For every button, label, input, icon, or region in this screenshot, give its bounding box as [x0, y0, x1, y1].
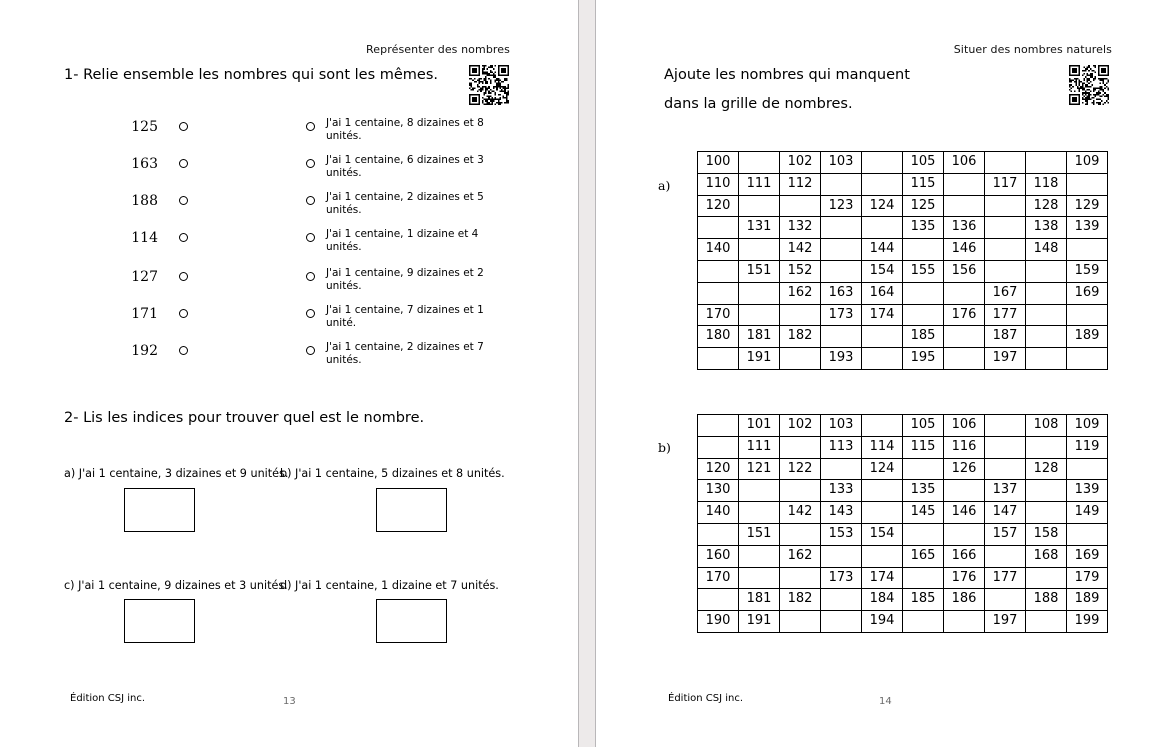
grid-cell-empty[interactable] — [944, 611, 985, 633]
grid-cell[interactable]: 115 — [903, 436, 944, 458]
match-row — [0, 228, 578, 264]
grid-cell[interactable]: 102 — [780, 152, 821, 174]
grid-row — [698, 436, 1108, 458]
grid-cell-empty[interactable] — [739, 152, 780, 174]
grid-cell-empty[interactable] — [985, 545, 1026, 567]
grid-cell-empty[interactable] — [862, 480, 903, 502]
match-description: J'ai 1 centaine, 8 dizaines et 8 unités. — [326, 117, 484, 142]
qr-code — [1069, 65, 1109, 105]
grid-cell[interactable]: 169 — [1067, 545, 1108, 567]
grid-cell[interactable]: 154 — [862, 260, 903, 282]
grid-cell-empty[interactable] — [903, 567, 944, 589]
grid-cell-empty[interactable] — [821, 239, 862, 261]
match-bullet-right[interactable] — [306, 346, 315, 355]
grid-cell[interactable]: 112 — [780, 173, 821, 195]
match-number: 125 — [131, 119, 158, 135]
grid-cell-empty[interactable] — [780, 480, 821, 502]
grid-cell[interactable]: 176 — [944, 567, 985, 589]
grid-row — [698, 173, 1108, 195]
grid-cell[interactable]: 120 — [698, 195, 739, 217]
grid-cell-empty[interactable] — [698, 282, 739, 304]
grid-cell[interactable]: 197 — [985, 348, 1026, 370]
grid-cell[interactable]: 124 — [862, 458, 903, 480]
grid-cell[interactable]: 173 — [821, 567, 862, 589]
grid-cell[interactable]: 151 — [739, 523, 780, 545]
grid-cell[interactable]: 187 — [985, 326, 1026, 348]
grid-cell[interactable]: 146 — [944, 239, 985, 261]
grid-row — [698, 589, 1108, 611]
instruction-line-1: Ajoute les nombres qui manquent — [664, 67, 910, 83]
grid-cell[interactable]: 177 — [985, 567, 1026, 589]
grid-cell-empty[interactable] — [1026, 567, 1067, 589]
grid-cell[interactable]: 193 — [821, 348, 862, 370]
grid-cell-empty[interactable] — [1026, 260, 1067, 282]
grid-cell-empty[interactable] — [698, 348, 739, 370]
instruction-line-2: dans la grille de nombres. — [664, 96, 853, 112]
grid-cell[interactable]: 180 — [698, 326, 739, 348]
grid-cell[interactable]: 135 — [903, 480, 944, 502]
grid-cell-empty[interactable] — [1067, 458, 1108, 480]
grid-cell-empty[interactable] — [739, 502, 780, 524]
grid-cell[interactable]: 121 — [739, 458, 780, 480]
grid-cell[interactable]: 105 — [903, 152, 944, 174]
grid-cell-empty[interactable] — [944, 480, 985, 502]
match-number: 127 — [131, 269, 158, 285]
grid-cell-empty[interactable] — [862, 152, 903, 174]
match-row — [0, 341, 578, 377]
grid-cell[interactable]: 128 — [1026, 458, 1067, 480]
grid-cell[interactable]: 136 — [944, 217, 985, 239]
grid-row — [698, 239, 1108, 261]
grid-b-label: b) — [658, 440, 671, 455]
grid-cell[interactable]: 197 — [985, 611, 1026, 633]
grid-cell[interactable]: 186 — [944, 589, 985, 611]
grid-row — [698, 152, 1108, 174]
match-bullet-left[interactable] — [179, 196, 188, 205]
grid-cell-empty[interactable] — [739, 304, 780, 326]
match-number: 114 — [131, 230, 158, 246]
grid-cell[interactable]: 159 — [1067, 260, 1108, 282]
match-bullet-right[interactable] — [306, 233, 315, 242]
grid-row — [698, 304, 1108, 326]
grid-row — [698, 260, 1108, 282]
grid-a-label: a) — [658, 178, 671, 193]
grid-cell-empty[interactable] — [903, 523, 944, 545]
grid-cell-empty[interactable] — [862, 545, 903, 567]
grid-cell[interactable]: 117 — [985, 173, 1026, 195]
grid-cell[interactable]: 118 — [1026, 173, 1067, 195]
grid-cell-empty[interactable] — [985, 217, 1026, 239]
grid-cell[interactable]: 165 — [903, 545, 944, 567]
grid-cell[interactable]: 169 — [1067, 282, 1108, 304]
match-bullet-left[interactable] — [179, 309, 188, 318]
grid-cell-empty[interactable] — [862, 326, 903, 348]
grid-cell-empty[interactable] — [862, 415, 903, 437]
grid-cell[interactable]: 122 — [780, 458, 821, 480]
match-row — [0, 191, 578, 227]
grid-cell[interactable]: 114 — [862, 436, 903, 458]
grid-cell-empty[interactable] — [821, 173, 862, 195]
grid-cell[interactable]: 154 — [862, 523, 903, 545]
grid-cell[interactable]: 191 — [739, 611, 780, 633]
grid-cell[interactable]: 160 — [698, 545, 739, 567]
grid-cell[interactable]: 185 — [903, 326, 944, 348]
grid-cell[interactable]: 185 — [903, 589, 944, 611]
grid-cell[interactable]: 131 — [739, 217, 780, 239]
exercise-2-title: 2- Lis les indices pour trouver quel est le nombre. — [64, 410, 425, 426]
grid-cell-empty[interactable] — [985, 415, 1026, 437]
grid-cell[interactable]: 102 — [780, 415, 821, 437]
answer-box-d[interactable] — [376, 599, 447, 643]
match-description: J'ai 1 centaine, 2 dizaines et 7 unités. — [326, 341, 484, 366]
grid-cell[interactable]: 137 — [985, 480, 1026, 502]
match-bullet-left[interactable] — [179, 346, 188, 355]
grid-cell[interactable]: 119 — [1067, 436, 1108, 458]
grid-cell[interactable]: 177 — [985, 304, 1026, 326]
grid-cell-empty[interactable] — [985, 239, 1026, 261]
grid-cell[interactable]: 176 — [944, 304, 985, 326]
clue-c: c) J'ai 1 centaine, 9 dizaines et 3 unités. — [64, 579, 288, 592]
grid-cell[interactable]: 156 — [944, 260, 985, 282]
grid-cell[interactable]: 132 — [780, 217, 821, 239]
grid-cell-empty[interactable] — [698, 217, 739, 239]
qr-code — [469, 65, 509, 105]
answer-box-c[interactable] — [124, 599, 195, 643]
grid-cell[interactable]: 135 — [903, 217, 944, 239]
grid-cell-empty[interactable] — [698, 415, 739, 437]
grid-cell[interactable]: 163 — [821, 282, 862, 304]
grid-cell[interactable]: 182 — [780, 326, 821, 348]
grid-cell-empty[interactable] — [903, 239, 944, 261]
grid-cell-empty[interactable] — [1067, 239, 1108, 261]
grid-cell-empty[interactable] — [780, 195, 821, 217]
clue-d: d) J'ai 1 centaine, 1 dizaine et 7 unités. — [280, 579, 499, 592]
grid-cell[interactable]: 139 — [1067, 480, 1108, 502]
grid-cell[interactable]: 189 — [1067, 326, 1108, 348]
footer-publisher: Édition CSJ inc. — [668, 693, 744, 704]
grid-cell-empty[interactable] — [944, 195, 985, 217]
page-header-title-right: Situer des nombres naturels — [953, 43, 1112, 56]
grid-cell-empty[interactable] — [862, 217, 903, 239]
grid-cell-empty[interactable] — [821, 326, 862, 348]
grid-cell[interactable]: 181 — [739, 326, 780, 348]
match-bullet-right[interactable] — [306, 309, 315, 318]
grid-cell[interactable]: 109 — [1067, 415, 1108, 437]
grid-cell-empty[interactable] — [1067, 523, 1108, 545]
footer-page-number: 14 — [879, 696, 892, 707]
grid-cell[interactable]: 149 — [1067, 502, 1108, 524]
grid-cell[interactable]: 167 — [985, 282, 1026, 304]
grid-cell-empty[interactable] — [862, 173, 903, 195]
grid-cell-empty[interactable] — [821, 545, 862, 567]
grid-cell-empty[interactable] — [985, 589, 1026, 611]
grid-cell-empty[interactable] — [739, 239, 780, 261]
grid-row — [698, 458, 1108, 480]
grid-row — [698, 415, 1108, 437]
grid-cell-empty[interactable] — [698, 260, 739, 282]
grid-cell-empty[interactable] — [739, 282, 780, 304]
grid-cell[interactable]: 148 — [1026, 239, 1067, 261]
grid-cell-empty[interactable] — [1026, 326, 1067, 348]
grid-cell-empty[interactable] — [944, 523, 985, 545]
answer-box-b[interactable] — [376, 488, 447, 532]
grid-cell[interactable]: 130 — [698, 480, 739, 502]
grid-cell-empty[interactable] — [739, 195, 780, 217]
grid-cell-empty[interactable] — [780, 567, 821, 589]
grid-cell[interactable]: 146 — [944, 502, 985, 524]
grid-cell-empty[interactable] — [698, 436, 739, 458]
grid-cell[interactable]: 164 — [862, 282, 903, 304]
grid-cell-empty[interactable] — [821, 458, 862, 480]
grid-cell-empty[interactable] — [985, 458, 1026, 480]
grid-cell[interactable]: 174 — [862, 304, 903, 326]
match-description: J'ai 1 centaine, 1 dizaine et 4 unités. — [326, 228, 479, 253]
grid-cell[interactable]: 173 — [821, 304, 862, 326]
grid-cell-empty[interactable] — [903, 458, 944, 480]
grid-cell-empty[interactable] — [862, 502, 903, 524]
grid-cell[interactable]: 190 — [698, 611, 739, 633]
grid-cell-empty[interactable] — [1026, 152, 1067, 174]
grid-cell[interactable]: 100 — [698, 152, 739, 174]
exercise-1-title: 1- Relie ensemble les nombres qui sont les mêmes. — [64, 67, 439, 83]
match-description: J'ai 1 centaine, 7 dizaines et 1 unité. — [326, 304, 484, 329]
grid-cell-empty[interactable] — [985, 195, 1026, 217]
grid-cell-empty[interactable] — [903, 282, 944, 304]
grid-row — [698, 480, 1108, 502]
grid-cell-empty[interactable] — [944, 282, 985, 304]
grid-cell[interactable]: 138 — [1026, 217, 1067, 239]
grid-cell[interactable]: 125 — [903, 195, 944, 217]
match-description: J'ai 1 centaine, 9 dizaines et 2 unités. — [326, 267, 484, 292]
grid-cell[interactable]: 103 — [821, 415, 862, 437]
grid-row — [698, 348, 1108, 370]
grid-cell[interactable]: 151 — [739, 260, 780, 282]
grid-cell-empty[interactable] — [821, 217, 862, 239]
grid-cell[interactable]: 116 — [944, 436, 985, 458]
footer-publisher: Édition CSJ inc. — [70, 693, 146, 704]
grid-cell[interactable]: 199 — [1067, 611, 1108, 633]
grid-cell-empty[interactable] — [739, 480, 780, 502]
grid-cell-empty[interactable] — [739, 567, 780, 589]
grid-cell[interactable]: 174 — [862, 567, 903, 589]
grid-row — [698, 545, 1108, 567]
page-gutter — [578, 0, 596, 747]
grid-cell[interactable]: 111 — [739, 436, 780, 458]
grid-cell-empty[interactable] — [903, 611, 944, 633]
grid-cell[interactable]: 152 — [780, 260, 821, 282]
grid-cell[interactable]: 147 — [985, 502, 1026, 524]
grid-cell[interactable]: 129 — [1067, 195, 1108, 217]
grid-cell-empty[interactable] — [1067, 304, 1108, 326]
grid-cell[interactable]: 166 — [944, 545, 985, 567]
match-number: 163 — [131, 156, 158, 172]
grid-cell[interactable]: 155 — [903, 260, 944, 282]
grid-cell-empty[interactable] — [780, 611, 821, 633]
grid-cell[interactable]: 120 — [698, 458, 739, 480]
page-header-title-left: Représenter des nombres — [366, 43, 510, 56]
grid-cell[interactable]: 194 — [862, 611, 903, 633]
grid-cell-empty[interactable] — [1026, 304, 1067, 326]
match-bullet-left[interactable] — [179, 272, 188, 281]
grid-row — [698, 195, 1108, 217]
grid-cell[interactable]: 145 — [903, 502, 944, 524]
grid-row — [698, 502, 1108, 524]
grid-cell-empty[interactable] — [1026, 282, 1067, 304]
match-bullet-right[interactable] — [306, 196, 315, 205]
grid-cell[interactable]: 170 — [698, 304, 739, 326]
grid-cell-empty[interactable] — [985, 436, 1026, 458]
match-description: J'ai 1 centaine, 6 dizaines et 3 unités. — [326, 154, 484, 179]
grid-cell[interactable]: 142 — [780, 239, 821, 261]
grid-cell[interactable]: 143 — [821, 502, 862, 524]
grid-cell[interactable]: 144 — [862, 239, 903, 261]
grid-cell[interactable]: 184 — [862, 589, 903, 611]
grid-cell[interactable]: 133 — [821, 480, 862, 502]
grid-cell[interactable]: 153 — [821, 523, 862, 545]
grid-cell[interactable]: 140 — [698, 239, 739, 261]
grid-cell[interactable]: 115 — [903, 173, 944, 195]
match-number: 171 — [131, 306, 158, 322]
grid-cell[interactable]: 139 — [1067, 217, 1108, 239]
grid-cell[interactable]: 105 — [903, 415, 944, 437]
grid-cell-empty[interactable] — [780, 348, 821, 370]
match-number: 188 — [131, 193, 158, 209]
grid-cell[interactable]: 191 — [739, 348, 780, 370]
grid-cell[interactable]: 162 — [780, 545, 821, 567]
match-row — [0, 117, 578, 153]
match-description: J'ai 1 centaine, 2 dizaines et 5 unités. — [326, 191, 484, 216]
grid-cell[interactable]: 113 — [821, 436, 862, 458]
grid-cell[interactable]: 101 — [739, 415, 780, 437]
grid-cell[interactable]: 111 — [739, 173, 780, 195]
grid-cell-empty[interactable] — [985, 260, 1026, 282]
match-bullet-right[interactable] — [306, 272, 315, 281]
grid-row — [698, 567, 1108, 589]
grid-row — [698, 326, 1108, 348]
grid-cell-empty[interactable] — [1026, 348, 1067, 370]
grid-cell-empty[interactable] — [944, 173, 985, 195]
grid-cell-empty[interactable] — [739, 545, 780, 567]
grid-cell-empty[interactable] — [780, 523, 821, 545]
grid-cell[interactable]: 110 — [698, 173, 739, 195]
grid-cell-empty[interactable] — [944, 326, 985, 348]
page-right — [596, 0, 1174, 747]
grid-cell[interactable]: 103 — [821, 152, 862, 174]
match-bullet-left[interactable] — [179, 159, 188, 168]
grid-cell-empty[interactable] — [698, 589, 739, 611]
grid-cell-empty[interactable] — [1026, 480, 1067, 502]
grid-cell-empty[interactable] — [1067, 348, 1108, 370]
grid-cell[interactable]: 108 — [1026, 415, 1067, 437]
grid-cell-empty[interactable] — [821, 611, 862, 633]
grid-cell[interactable]: 195 — [903, 348, 944, 370]
footer-page-number: 13 — [283, 696, 296, 707]
grid-row — [698, 282, 1108, 304]
match-row — [0, 267, 578, 303]
match-bullet-left[interactable] — [179, 233, 188, 242]
grid-cell[interactable]: 182 — [780, 589, 821, 611]
grid-cell[interactable]: 109 — [1067, 152, 1108, 174]
grid-row — [698, 611, 1108, 633]
grid-cell[interactable]: 162 — [780, 282, 821, 304]
grid-row — [698, 217, 1108, 239]
grid-cell[interactable]: 179 — [1067, 567, 1108, 589]
match-bullet-left[interactable] — [179, 122, 188, 131]
grid-cell[interactable]: 123 — [821, 195, 862, 217]
grid-cell-empty[interactable] — [1026, 502, 1067, 524]
grid-cell[interactable]: 106 — [944, 415, 985, 437]
grid-row — [698, 523, 1108, 545]
number-grid-b[interactable] — [697, 414, 1108, 633]
grid-cell-empty[interactable] — [821, 589, 862, 611]
grid-cell[interactable]: 128 — [1026, 195, 1067, 217]
page-left — [0, 0, 578, 747]
grid-cell[interactable]: 170 — [698, 567, 739, 589]
grid-cell[interactable]: 168 — [1026, 545, 1067, 567]
grid-cell[interactable]: 126 — [944, 458, 985, 480]
grid-cell-empty[interactable] — [780, 304, 821, 326]
grid-cell-empty[interactable] — [862, 348, 903, 370]
grid-cell-empty[interactable] — [821, 260, 862, 282]
answer-box-a[interactable] — [124, 488, 195, 532]
grid-cell-empty[interactable] — [944, 348, 985, 370]
grid-cell[interactable]: 158 — [1026, 523, 1067, 545]
grid-cell[interactable]: 181 — [739, 589, 780, 611]
match-bullet-right[interactable] — [306, 122, 315, 131]
grid-cell-empty[interactable] — [1026, 611, 1067, 633]
grid-cell-empty[interactable] — [985, 152, 1026, 174]
grid-cell[interactable]: 157 — [985, 523, 1026, 545]
grid-cell-empty[interactable] — [780, 436, 821, 458]
clue-a: a) J'ai 1 centaine, 3 dizaines et 9 unités. — [64, 467, 289, 480]
grid-cell-empty[interactable] — [1026, 436, 1067, 458]
match-row — [0, 304, 578, 340]
clue-b: b) J'ai 1 centaine, 5 dizaines et 8 unités. — [280, 467, 505, 480]
match-bullet-right[interactable] — [306, 159, 315, 168]
grid-cell-empty[interactable] — [1067, 173, 1108, 195]
grid-cell[interactable]: 188 — [1026, 589, 1067, 611]
grid-cell[interactable]: 140 — [698, 502, 739, 524]
grid-cell-empty[interactable] — [698, 523, 739, 545]
grid-cell-empty[interactable] — [903, 304, 944, 326]
grid-cell[interactable]: 189 — [1067, 589, 1108, 611]
match-row — [0, 154, 578, 190]
grid-cell[interactable]: 124 — [862, 195, 903, 217]
grid-cell[interactable]: 106 — [944, 152, 985, 174]
grid-cell[interactable]: 142 — [780, 502, 821, 524]
match-number: 192 — [131, 343, 158, 359]
number-grid-a[interactable] — [697, 151, 1108, 370]
